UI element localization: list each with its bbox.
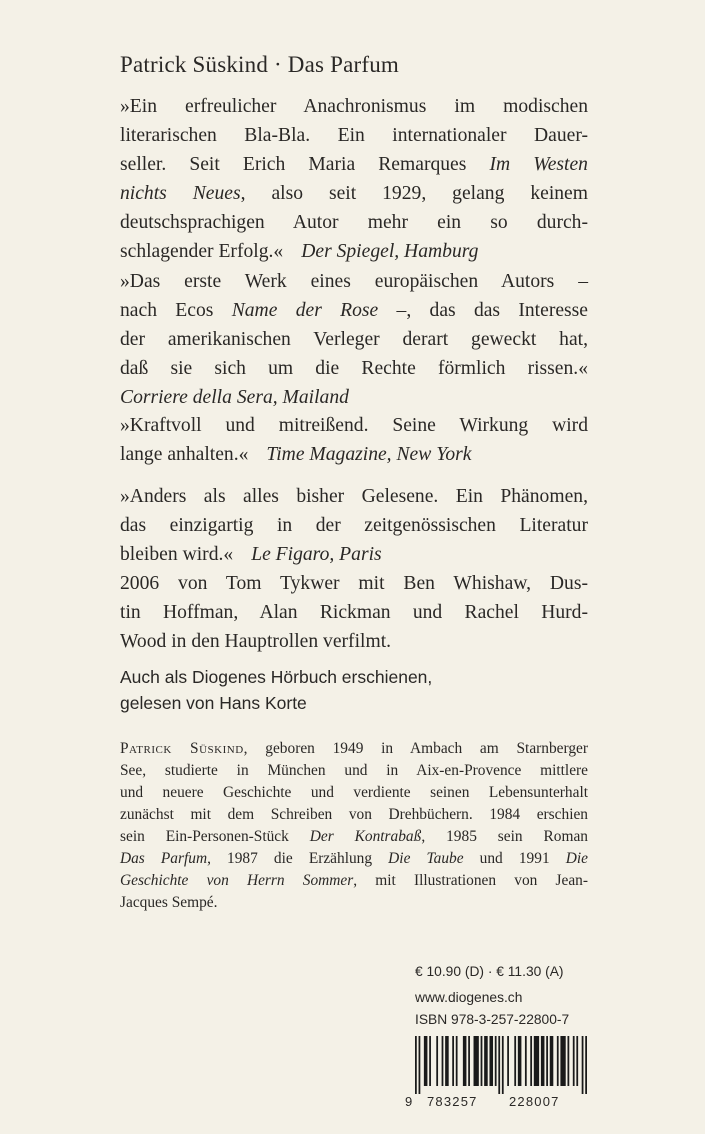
film-line: tin Hoffman, Alan Rickman und Rachel Hurd- bbox=[120, 602, 588, 623]
barcode-bar bbox=[452, 1036, 454, 1086]
book-reference: nichts Neues bbox=[120, 183, 241, 204]
barcode-bar bbox=[550, 1036, 554, 1086]
bio-text: , geboren 1949 in Ambach am Starnberger bbox=[243, 740, 589, 757]
book-title: Patrick Süskind · Das Parfum bbox=[120, 52, 400, 77]
quote-time bbox=[120, 411, 588, 469]
film-line: Wood in den Hauptrollen verfilmt. bbox=[120, 631, 392, 652]
quote-text: bleiben wird.« bbox=[120, 544, 234, 565]
barcode-bar bbox=[567, 1036, 569, 1086]
barcode-bar bbox=[474, 1036, 479, 1086]
barcode-bar bbox=[436, 1036, 438, 1086]
bio-text: und 1991 bbox=[463, 850, 566, 867]
quote-line: der amerikanischen Verleger derart geweckt hat, bbox=[120, 329, 588, 350]
bio-line bbox=[120, 870, 588, 892]
barcode-bars bbox=[415, 1036, 587, 1094]
barcode-bar bbox=[484, 1036, 488, 1086]
barcode-bar bbox=[429, 1036, 431, 1086]
bio-line: und neuere Geschichte und verdiente seinen Lebensunterhalt bbox=[120, 784, 588, 801]
quote-text: schlagender Erfolg.« bbox=[120, 241, 284, 262]
work-title: Die bbox=[565, 850, 588, 867]
audiobook-line: Auch als Diogenes Hörbuch erschienen, bbox=[120, 667, 433, 687]
barcode-bar bbox=[530, 1036, 532, 1086]
barcode-bar bbox=[463, 1036, 467, 1086]
work-title: Die Taube bbox=[388, 850, 464, 867]
barcode-bar bbox=[541, 1036, 545, 1086]
price-label: € 10.90 (D) · € 11.30 (A) bbox=[415, 964, 564, 979]
book-reference: Name der Rose bbox=[231, 300, 379, 321]
quote-line bbox=[120, 296, 588, 325]
barcode-digits-right: 228007 bbox=[509, 1094, 560, 1109]
barcode-bar bbox=[573, 1036, 575, 1086]
barcode-bar bbox=[518, 1036, 522, 1086]
bio-line: See, studierte in München und in Aix-en-Provence mittlere bbox=[120, 762, 588, 779]
film-note bbox=[120, 569, 588, 656]
bio-line bbox=[120, 826, 588, 848]
bio-line: Jacques Sempé. bbox=[120, 894, 218, 911]
quote-text: seller. Seit Erich Maria Remarques bbox=[120, 154, 490, 175]
quote-source: Time Magazine, New York bbox=[266, 444, 472, 465]
quote-line: »Ein erfreulicher Anachronismus im modischen bbox=[120, 96, 588, 117]
quote-text: , also seit 1929, gelang keinem bbox=[240, 183, 588, 204]
bio-line bbox=[120, 848, 588, 870]
work-title: Der Kontrabaß bbox=[309, 828, 422, 845]
barcode-bar bbox=[424, 1036, 428, 1086]
publisher-website: www.diogenes.ch bbox=[415, 990, 523, 1005]
isbn-label: ISBN 978-3-257-22800-7 bbox=[415, 1012, 570, 1027]
work-title: Geschichte von Herrn Sommer bbox=[120, 872, 354, 889]
barcode-bar bbox=[534, 1036, 539, 1086]
barcode-bar bbox=[415, 1036, 417, 1094]
book-reference: Im Westen bbox=[489, 154, 588, 175]
barcode-bar bbox=[525, 1036, 527, 1086]
bio-line bbox=[120, 738, 588, 760]
quote-line: »Kraftvoll und mitreißend. Seine Wirkung wird bbox=[120, 415, 588, 436]
audiobook-line: gelesen von Hans Korte bbox=[120, 693, 307, 713]
quote-line: deutschsprachigen Autor mehr ein so durch- bbox=[120, 212, 588, 233]
author-name: Patrick Süskind bbox=[120, 740, 244, 757]
barcode-bar bbox=[445, 1036, 449, 1086]
film-line: 2006 von Tom Tykwer mit Ben Whishaw, Dus- bbox=[120, 573, 588, 594]
barcode-bar bbox=[507, 1036, 509, 1086]
quote-spiegel bbox=[120, 92, 588, 266]
work-title: Das Parfum bbox=[120, 850, 208, 867]
quote-line bbox=[120, 440, 588, 469]
barcode-bar bbox=[546, 1036, 548, 1086]
barcode-bar bbox=[495, 1036, 497, 1086]
barcode-bar bbox=[557, 1036, 559, 1086]
isbn-barcode bbox=[405, 1036, 590, 1108]
quote-line: das einzigartig in der zeitgenössischen Literatur bbox=[120, 515, 588, 536]
quote-figaro bbox=[120, 482, 588, 569]
quote-source: Le Figaro, Paris bbox=[251, 544, 382, 565]
barcode-digits-left: 783257 bbox=[427, 1094, 478, 1109]
barcode-bar bbox=[585, 1036, 587, 1094]
bio-text: , 1987 die Erzählung bbox=[207, 850, 389, 867]
quote-text: –, das das Interesse bbox=[378, 300, 588, 321]
barcode-bar bbox=[502, 1036, 504, 1094]
quote-text: lange anhalten.« bbox=[120, 444, 249, 465]
quote-line: literarischen Bla-Bla. Ein internationaler Dauer- bbox=[120, 125, 588, 146]
bio-line: zunächst mit dem Schreiben von Drehbüchern. 1984 erschien bbox=[120, 806, 588, 823]
quote-source: Der Spiegel, Hamburg bbox=[301, 241, 479, 262]
barcode-bar bbox=[498, 1036, 500, 1094]
quote-line: »Anders als alles bisher Gelesene. Ein Phänomen, bbox=[120, 486, 588, 507]
barcode-bar bbox=[489, 1036, 493, 1086]
barcode-bar bbox=[514, 1036, 516, 1086]
quote-line bbox=[120, 540, 588, 569]
author-bio bbox=[120, 738, 588, 914]
barcode-bar bbox=[468, 1036, 470, 1086]
barcode-digit-first: 9 bbox=[405, 1094, 414, 1109]
bio-text: , 1985 sein Roman bbox=[421, 828, 588, 845]
barcode-bar bbox=[419, 1036, 421, 1094]
quote-line bbox=[120, 237, 588, 266]
barcode-bar bbox=[582, 1036, 584, 1094]
quote-corriere bbox=[120, 267, 588, 412]
quote-text: nach Ecos bbox=[120, 300, 232, 321]
quote-line bbox=[120, 179, 588, 208]
barcode-bar bbox=[456, 1036, 458, 1086]
quote-line: »Das erste Werk eines europäischen Autors – bbox=[120, 271, 588, 292]
quote-line: daß sie sich um die Rechte förmlich rissen.« bbox=[120, 358, 588, 379]
quote-line bbox=[120, 150, 588, 179]
quote-source: Corriere della Sera, Mailand bbox=[120, 387, 349, 408]
audiobook-note bbox=[120, 664, 432, 716]
barcode-bar bbox=[560, 1036, 565, 1086]
barcode-bar bbox=[481, 1036, 483, 1086]
barcode-bar bbox=[576, 1036, 578, 1086]
barcode-bar bbox=[442, 1036, 444, 1086]
bio-text: sein Ein-Personen-Stück bbox=[120, 828, 310, 845]
bio-text: , mit Illustrationen von Jean- bbox=[353, 872, 588, 889]
